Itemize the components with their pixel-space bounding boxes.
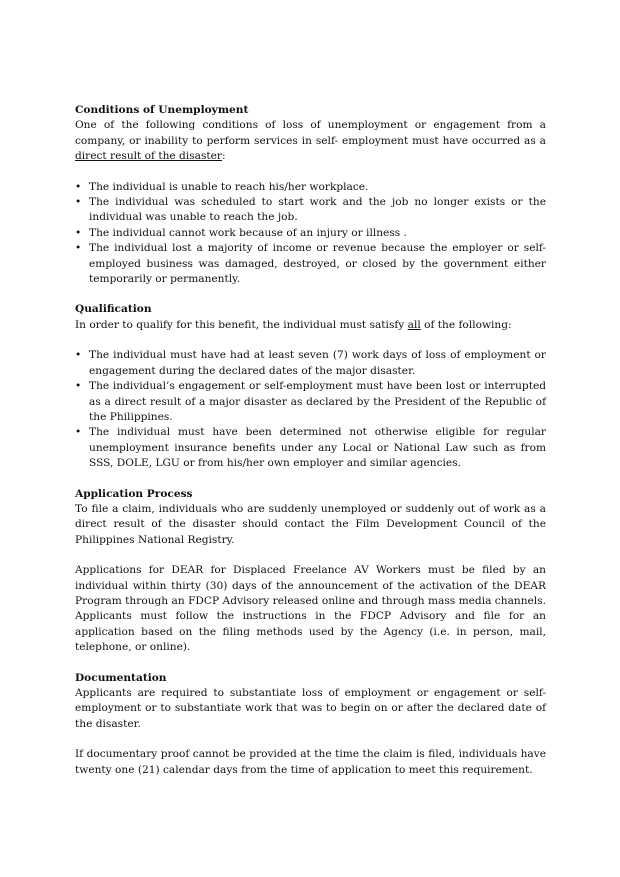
list-item xyxy=(75,241,546,287)
list-item xyxy=(75,226,546,241)
bullet-icon: • xyxy=(75,242,82,255)
conditions-intro xyxy=(75,118,546,164)
bullet-icon: • xyxy=(75,426,82,439)
bullet-icon: • xyxy=(75,196,82,209)
qualification-intro-text: In order to qualify for this benefit, the individual must satisfy xyxy=(75,318,408,331)
qualification-intro-end: of the following: xyxy=(420,318,512,331)
conditions-section xyxy=(75,103,546,287)
list-item-text: The individual’s engagement or self-employment must have been lost or interrupted as a direct result of a major disaster as declared by the President of the Republic of the Philippines. xyxy=(89,380,546,423)
list-item-text: The individual was scheduled to start work and the job no longer exists or the individual was unable to reach the job. xyxy=(89,196,546,224)
qualification-intro-underline: all xyxy=(407,318,421,331)
list-item-text: The individual cannot work because of an injury or illness . xyxy=(89,226,407,239)
bullet-icon: • xyxy=(75,180,82,193)
qualification-intro xyxy=(75,318,546,333)
documentation-section xyxy=(75,671,546,778)
application-section xyxy=(75,487,546,656)
qualification-list xyxy=(75,348,546,471)
documentation-paragraph-1: Applicants are required to substantiate loss of employment or engagement or self-employment or to substantiate work that was to begin on or after the declared date of the disaster. xyxy=(75,687,546,730)
documentation-paragraph-2: If documentary proof cannot be provided at the time the claim is filed, individuals have twenty one (21) calendar days from the time of application to meet this requirement. xyxy=(75,748,546,776)
conditions-list xyxy=(75,180,546,288)
application-paragraph-2: Applications for DEAR for Displaced Freelance AV Workers must be filed by an individual within thirty (30) days of the announcement of the activation of the DEAR Program through an FDCP Advisory released online and through mass media channels. Applicants must follow the instructions in the FDCP Advisory and file for an application based on the filing methods used by the Agency (i.e. in person, mail, telephone, or online). xyxy=(75,564,546,654)
list-item-text: The individual lost a majority of income or revenue because the employer or self-employed business was damaged, destroyed, or closed by the government either temporarily or permanently. xyxy=(89,242,546,286)
list-item-text: The individual is unable to reach his/her workplace. xyxy=(89,180,369,193)
list-item xyxy=(75,180,546,195)
qualification-section xyxy=(75,302,546,471)
bullet-icon: • xyxy=(75,226,82,239)
list-item xyxy=(75,425,546,471)
conditions-intro-underline: direct result of the disaster xyxy=(75,150,222,163)
qualification-heading: Qualification xyxy=(75,303,152,316)
list-item xyxy=(75,348,546,379)
spacer xyxy=(75,333,546,348)
spacer xyxy=(75,165,546,180)
document-page xyxy=(75,103,546,793)
list-item xyxy=(75,379,546,425)
conditions-intro-text: One of the following conditions of loss of unemployment or engagement from a company, or inability to perform services in self- employment must have occurred as a xyxy=(75,119,546,147)
conditions-heading: Conditions of Unemployment xyxy=(75,104,249,116)
bullet-icon: • xyxy=(75,349,82,362)
spacer xyxy=(75,548,546,563)
list-item xyxy=(75,195,546,226)
spacer xyxy=(75,732,546,747)
application-paragraph-1: To file a claim, individuals who are suddenly unemployed or suddenly out of work as a direct result of the disaster should contact the Film Development Council of the Philippines National Registry. xyxy=(75,502,546,546)
documentation-heading: Documentation xyxy=(75,671,167,684)
list-item-text: The individual must have had at least seven (7) work days of loss of employment or engagement during the declared dates of the major disaster. xyxy=(89,349,546,377)
application-heading: Application Process xyxy=(75,487,193,500)
conditions-intro-end: : xyxy=(222,150,226,163)
list-item-text: The individual must have been determined not otherwise eligible for regular unemployment insurance benefits under any Local or National Law such as from SSS, DOLE, LGU or from his/her own employer and similar agencies. xyxy=(89,426,546,470)
bullet-icon: • xyxy=(75,380,82,393)
